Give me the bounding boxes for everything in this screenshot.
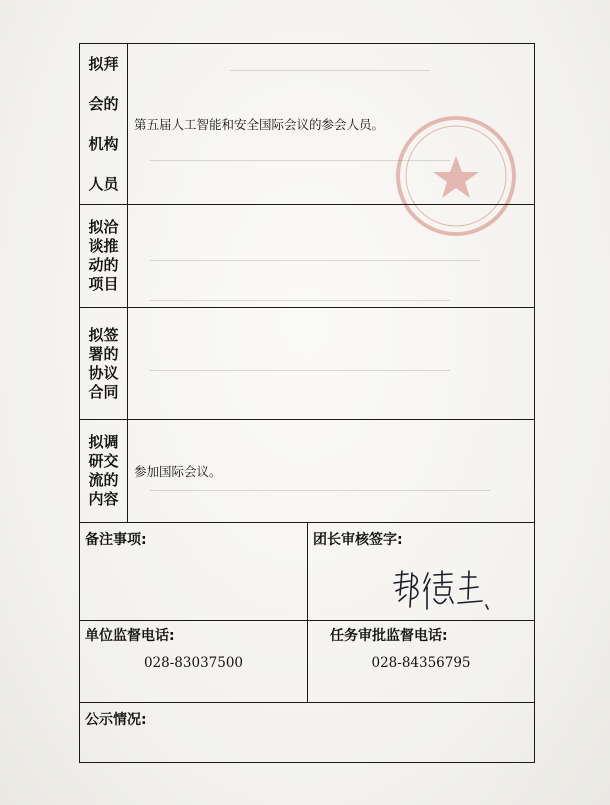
task-phone-cell: [308, 621, 535, 703]
label-line: 拟调: [88, 433, 119, 451]
row-value: [128, 205, 535, 308]
unit-phone-value: 028-83037500: [143, 655, 244, 671]
label-line: 合同: [88, 382, 119, 401]
label-line: 动的: [88, 256, 119, 274]
row-label: [80, 420, 128, 523]
label-line: 人员: [88, 175, 119, 193]
form-row-publicity: [80, 703, 535, 763]
label-line: 会的: [88, 95, 119, 113]
form-row-agreements: [80, 308, 535, 420]
row-value: 第五届人工智能和安全国际会议的参会人员。: [128, 44, 535, 205]
row-label: [80, 308, 128, 420]
application-form-table: [79, 43, 535, 763]
row-value: [128, 308, 535, 420]
publicity-cell: [80, 703, 535, 763]
label-line: 谈推: [88, 237, 119, 255]
label-line: 流的: [88, 471, 119, 489]
unit-phone-cell: [80, 621, 308, 703]
form-row-visit-institution: [80, 44, 535, 205]
form-row-phones: [80, 621, 535, 703]
row-label: [80, 205, 128, 308]
form-row-negotiation-projects: [80, 205, 535, 308]
leader-signature-label: 团长审核签字:: [313, 532, 403, 548]
label-line: 项目: [88, 275, 119, 293]
row-value: 参加国际会议。: [128, 420, 535, 523]
form-row-remarks-signature: [80, 523, 535, 621]
label-line: 署的: [88, 344, 119, 363]
label-line: 协议: [88, 363, 119, 382]
remarks-cell: [80, 523, 308, 621]
task-phone-value: 028-84356795: [371, 655, 471, 671]
label-line: 研交: [88, 452, 119, 470]
publicity-label: 公示情况:: [85, 712, 147, 728]
remarks-label: 备注事项:: [85, 532, 147, 548]
task-phone-label: 任务审批监督电话:: [330, 628, 448, 644]
label-line: 拟拜: [88, 55, 119, 73]
label-line: 内容: [88, 490, 119, 508]
label-line: 拟签: [88, 325, 119, 344]
form-row-research-content: [80, 420, 535, 523]
handwritten-signature: [390, 565, 500, 615]
row-label: [80, 44, 128, 205]
label-line: 机构: [88, 135, 119, 153]
label-line: 拟洽: [88, 218, 119, 236]
leader-signature-cell: [308, 523, 535, 621]
unit-phone-label: 单位监督电话:: [85, 628, 175, 644]
